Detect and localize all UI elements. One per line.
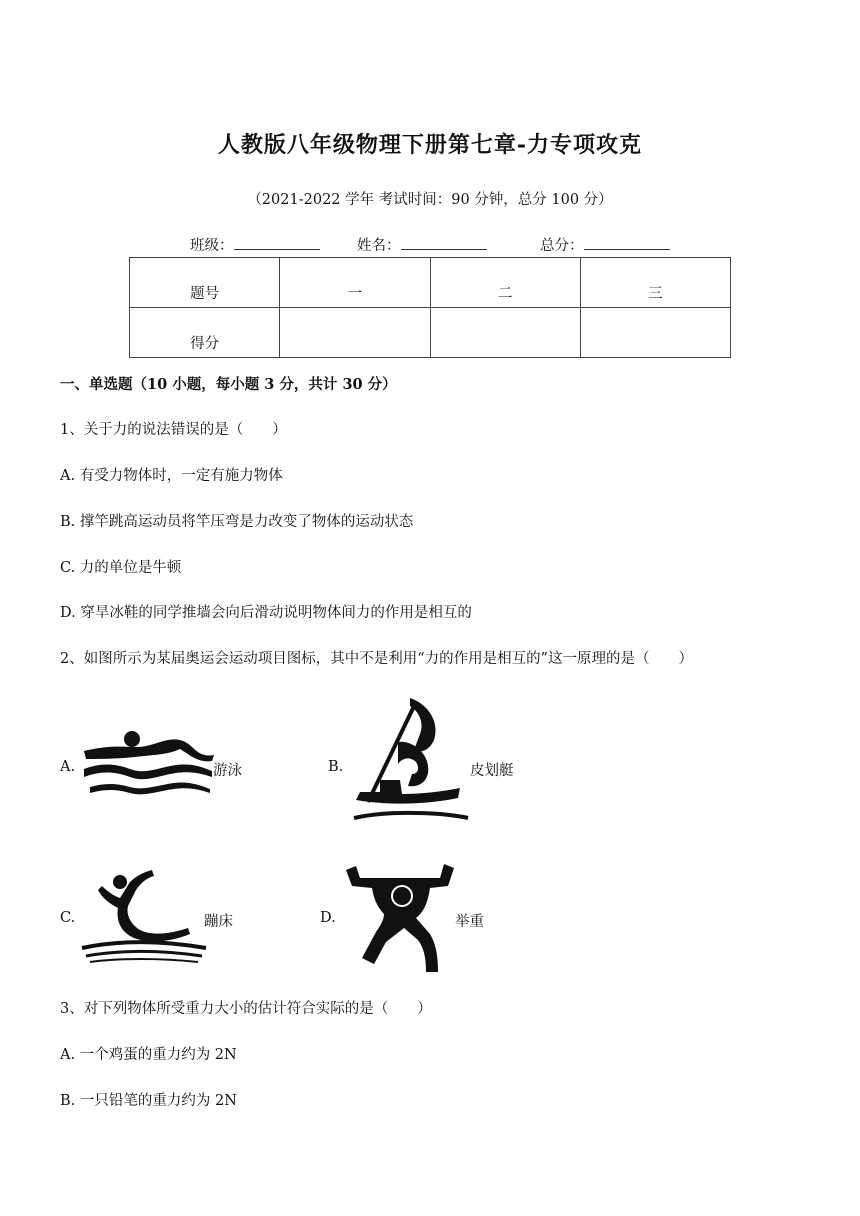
score-table-score-row [130, 308, 731, 358]
option-caption: 游泳 [213, 763, 242, 779]
option-letter: C. [60, 910, 76, 926]
option-letter: A. [60, 759, 76, 775]
total-field [540, 234, 670, 255]
class-field [190, 234, 320, 255]
question-stem: 3、对下列物体所受重力大小的估计符合实际的是（ ） [60, 1001, 432, 1017]
score-table [129, 257, 731, 358]
section-heading: 一、单选题（10 小题，每小题 3 分，共计 30 分） [60, 376, 397, 393]
question-stem: 2、如图所示为某届奥运会运动项目图标，其中不是利用“力的作用是相互的”这一原理的是（ ） [60, 651, 694, 667]
question-stem: 1、关于力的说法错误的是（ ） [60, 422, 287, 438]
score-table-cell: 题号 [130, 258, 280, 308]
option-caption: 皮划艇 [470, 763, 514, 779]
total-label: 总分： [540, 238, 584, 254]
option-caption: 蹦床 [204, 914, 233, 930]
score-table-cell: 一 [280, 258, 430, 308]
score-input-cell [580, 308, 730, 358]
score-table-header-row [130, 258, 731, 308]
score-table-cell: 得分 [130, 308, 280, 358]
class-blank [234, 235, 320, 250]
weightlifting-icon [344, 858, 459, 976]
option-item: A. 有受力物体时，一定有施力物体 [60, 468, 283, 484]
option-caption: 举重 [455, 914, 484, 930]
class-label: 班级： [190, 238, 234, 254]
option-item: B. 一只铅笔的重力约为 2N [60, 1093, 237, 1109]
score-table-cell: 三 [580, 258, 730, 308]
exam-subtitle: （2021-2022 学年 考试时间：90 分钟，总分 100 分） [247, 192, 613, 208]
option-item: A. 一个鸡蛋的重力约为 2N [60, 1047, 237, 1063]
trampoline-icon [80, 868, 210, 968]
score-input-cell [280, 308, 430, 358]
option-letter: D. [320, 910, 336, 926]
name-field [357, 234, 487, 255]
total-blank [584, 235, 670, 250]
option-item: D. 穿旱冰鞋的同学推墙会向后滑动说明物体间力的作用是相互的 [60, 605, 472, 621]
option-letter: B. [328, 759, 344, 775]
score-table-cell: 二 [430, 258, 580, 308]
swimming-icon [80, 725, 220, 805]
name-blank [401, 235, 487, 250]
page-title: 人教版八年级物理下册第七章-力专项攻克 [217, 132, 643, 158]
name-label: 姓名： [357, 238, 401, 254]
score-input-cell [430, 308, 580, 358]
option-item: C. 力的单位是牛顿 [60, 560, 182, 576]
canoe-icon [350, 694, 475, 834]
option-item: B. 撑竿跳高运动员将竿压弯是力改变了物体的运动状态 [60, 514, 414, 530]
